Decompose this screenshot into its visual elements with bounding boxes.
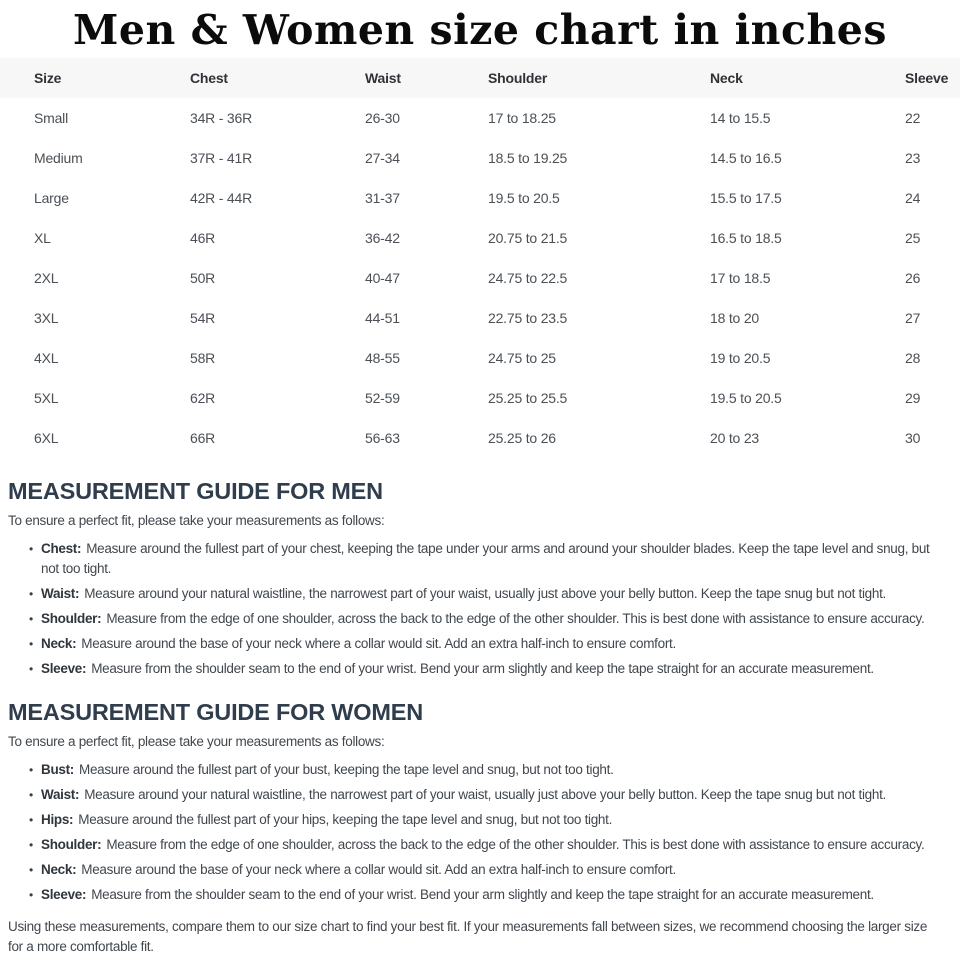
cell-size: 6XL [34, 430, 59, 446]
bullet-icon: • [29, 838, 33, 852]
guide-item-text [41, 785, 950, 805]
column-header-size: Size [34, 70, 62, 86]
closing-note: Using these measurements, compare them to our size chart to find your best fit. If your measurements fall between sizes, we recommend choosing the larger size for a more comfortable fit. [8, 919, 928, 954]
table-row-4xl [0, 338, 960, 378]
cell-shoulder: 17 to 18.25 [488, 110, 556, 126]
table-row-medium [0, 138, 960, 178]
column-header-neck: Neck [710, 70, 743, 86]
table-row-2xl [0, 258, 960, 298]
women-measurement-guide [8, 699, 950, 905]
men-guide-heading: MEASUREMENT GUIDE FOR MEN [8, 478, 383, 504]
table-header-row [0, 58, 960, 98]
guide-item-label: Hips: [41, 812, 74, 827]
men-guide-item-shoulder [8, 609, 950, 629]
cell-neck: 18 to 20 [710, 310, 759, 326]
guide-item-body: Measure around your natural waistline, the narrowest part of your waist, usually just above your belly button. Keep the tape snug but not tight. [84, 787, 886, 802]
men-guide-intro: To ensure a perfect fit, please take your measurements as follows: [8, 513, 385, 528]
cell-sleeve: 29 [905, 390, 921, 406]
cell-waist: 44-51 [365, 310, 400, 326]
cell-size: 4XL [34, 350, 59, 366]
women-guide-intro: To ensure a perfect fit, please take your measurements as follows: [8, 734, 385, 749]
table-row-large [0, 178, 960, 218]
guide-item-label: Chest: [41, 541, 82, 556]
men-guide-list [8, 539, 950, 679]
bullet-icon: • [29, 542, 33, 556]
guide-item-label: Waist: [41, 787, 80, 802]
guide-item-text [41, 584, 950, 604]
guide-item-label: Waist: [41, 586, 80, 601]
table-row-3xl [0, 298, 960, 338]
cell-waist: 36-42 [365, 230, 400, 246]
cell-chest: 66R [190, 430, 216, 446]
cell-shoulder: 25.25 to 25.5 [488, 390, 568, 406]
guide-item-body: Measure around the fullest part of your chest, keeping the tape under your arms and around your shoulder blades. Keep the tape level and snug, but not too tight. [41, 541, 930, 576]
cell-size: 3XL [34, 310, 59, 326]
guide-item-label: Neck: [41, 862, 77, 877]
cell-size: 2XL [34, 270, 59, 286]
bullet-icon: • [29, 612, 33, 626]
column-header-shoulder: Shoulder [488, 70, 548, 86]
women-guide-list [8, 760, 950, 905]
cell-waist: 26-30 [365, 110, 400, 126]
guide-text-area [0, 478, 960, 957]
cell-sleeve: 23 [905, 150, 921, 166]
guide-item-text [41, 539, 950, 579]
guide-item-label: Sleeve: [41, 887, 87, 902]
men-measurement-guide [8, 478, 950, 679]
cell-sleeve: 28 [905, 350, 921, 366]
cell-shoulder: 25.25 to 26 [488, 430, 556, 446]
guide-item-text [41, 885, 950, 905]
guide-item-body: Measure from the shoulder seam to the end of your wrist. Bend your arm slightly and keep the tape straight for an accurate measurement. [91, 661, 874, 676]
cell-chest: 58R [190, 350, 216, 366]
cell-shoulder: 18.5 to 19.25 [488, 150, 568, 166]
men-guide-item-neck [8, 634, 950, 654]
cell-neck: 14.5 to 16.5 [710, 150, 782, 166]
guide-item-label: Bust: [41, 762, 74, 777]
cell-neck: 14 to 15.5 [710, 110, 771, 126]
cell-chest: 62R [190, 390, 216, 406]
cell-size: Small [34, 110, 69, 126]
cell-neck: 15.5 to 17.5 [710, 190, 782, 206]
cell-neck: 19.5 to 20.5 [710, 390, 782, 406]
cell-neck: 17 to 18.5 [710, 270, 771, 286]
table-row-5xl [0, 378, 960, 418]
guide-item-text [41, 810, 950, 830]
bullet-icon: • [29, 863, 33, 877]
cell-chest: 42R - 44R [190, 190, 253, 206]
women-guide-item-sleeve [8, 885, 950, 905]
cell-size: XL [34, 230, 51, 246]
cell-waist: 40-47 [365, 270, 400, 286]
cell-waist: 52-59 [365, 390, 400, 406]
guide-item-text [41, 860, 950, 880]
bullet-icon: • [29, 637, 33, 651]
women-guide-heading: MEASUREMENT GUIDE FOR WOMEN [8, 699, 423, 725]
cell-sleeve: 22 [905, 110, 921, 126]
guide-item-text [41, 609, 950, 629]
men-guide-item-chest [8, 539, 950, 579]
cell-chest: 34R - 36R [190, 110, 253, 126]
women-guide-item-bust [8, 760, 950, 780]
table-row-6xl [0, 418, 960, 458]
column-header-sleeve: Sleeve [905, 70, 949, 86]
guide-item-text [41, 760, 950, 780]
cell-sleeve: 24 [905, 190, 921, 206]
guide-item-label: Shoulder: [41, 611, 102, 626]
cell-sleeve: 30 [905, 430, 921, 446]
size-chart-table [0, 58, 960, 458]
guide-item-body: Measure around the fullest part of your bust, keeping the tape level and snug, but not too tight. [79, 762, 614, 777]
men-guide-item-sleeve [8, 659, 950, 679]
cell-sleeve: 25 [905, 230, 921, 246]
cell-chest: 50R [190, 270, 216, 286]
guide-item-text [41, 659, 950, 679]
women-guide-item-shoulder [8, 835, 950, 855]
column-header-waist: Waist [365, 70, 401, 86]
cell-shoulder: 24.75 to 22.5 [488, 270, 568, 286]
table-row-small [0, 98, 960, 138]
cell-shoulder: 22.75 to 23.5 [488, 310, 568, 326]
cell-sleeve: 26 [905, 270, 921, 286]
bullet-icon: • [29, 788, 33, 802]
page-title: Men & Women size chart in inches [73, 6, 887, 54]
bullet-icon: • [29, 763, 33, 777]
cell-chest: 46R [190, 230, 216, 246]
women-guide-item-neck [8, 860, 950, 880]
bullet-icon: • [29, 813, 33, 827]
cell-size: Large [34, 190, 69, 206]
cell-size: 5XL [34, 390, 59, 406]
bullet-icon: • [29, 587, 33, 601]
guide-item-body: Measure from the shoulder seam to the end of your wrist. Bend your arm slightly and keep the tape straight for an accurate measurement. [91, 887, 874, 902]
bullet-icon: • [29, 662, 33, 676]
guide-item-text [41, 634, 950, 654]
guide-item-text [41, 835, 950, 855]
cell-neck: 19 to 20.5 [710, 350, 771, 366]
guide-item-label: Shoulder: [41, 837, 102, 852]
guide-item-body: Measure around the fullest part of your hips, keeping the tape level and snug, but not too tight. [78, 812, 613, 827]
table-row-xl [0, 218, 960, 258]
guide-item-body: Measure from the edge of one shoulder, across the back to the edge of the other shoulder. This is best done with assistance to ensure accuracy. [106, 837, 925, 852]
cell-sleeve: 27 [905, 310, 921, 326]
guide-item-body: Measure around your natural waistline, the narrowest part of your waist, usually just above your belly button. Keep the tape snug but not tight. [84, 586, 886, 601]
cell-chest: 54R [190, 310, 216, 326]
guide-item-label: Sleeve: [41, 661, 87, 676]
cell-shoulder: 20.75 to 21.5 [488, 230, 568, 246]
cell-waist: 48-55 [365, 350, 400, 366]
cell-neck: 16.5 to 18.5 [710, 230, 782, 246]
cell-size: Medium [34, 150, 83, 166]
men-guide-item-waist [8, 584, 950, 604]
cell-chest: 37R - 41R [190, 150, 253, 166]
bullet-icon: • [29, 888, 33, 902]
women-guide-item-hips [8, 810, 950, 830]
cell-shoulder: 19.5 to 20.5 [488, 190, 560, 206]
guide-item-body: Measure from the edge of one shoulder, across the back to the edge of the other shoulder. This is best done with assistance to ensure accuracy. [106, 611, 925, 626]
cell-shoulder: 24.75 to 25 [488, 350, 556, 366]
cell-waist: 56-63 [365, 430, 400, 446]
cell-waist: 27-34 [365, 150, 400, 166]
cell-neck: 20 to 23 [710, 430, 759, 446]
women-guide-item-waist [8, 785, 950, 805]
column-header-chest: Chest [190, 70, 228, 86]
guide-item-body: Measure around the base of your neck where a collar would sit. Add an extra half-inch to ensure comfort. [81, 862, 676, 877]
cell-waist: 31-37 [365, 190, 400, 206]
guide-item-body: Measure around the base of your neck where a collar would sit. Add an extra half-inch to ensure comfort. [81, 636, 676, 651]
guide-item-label: Neck: [41, 636, 77, 651]
